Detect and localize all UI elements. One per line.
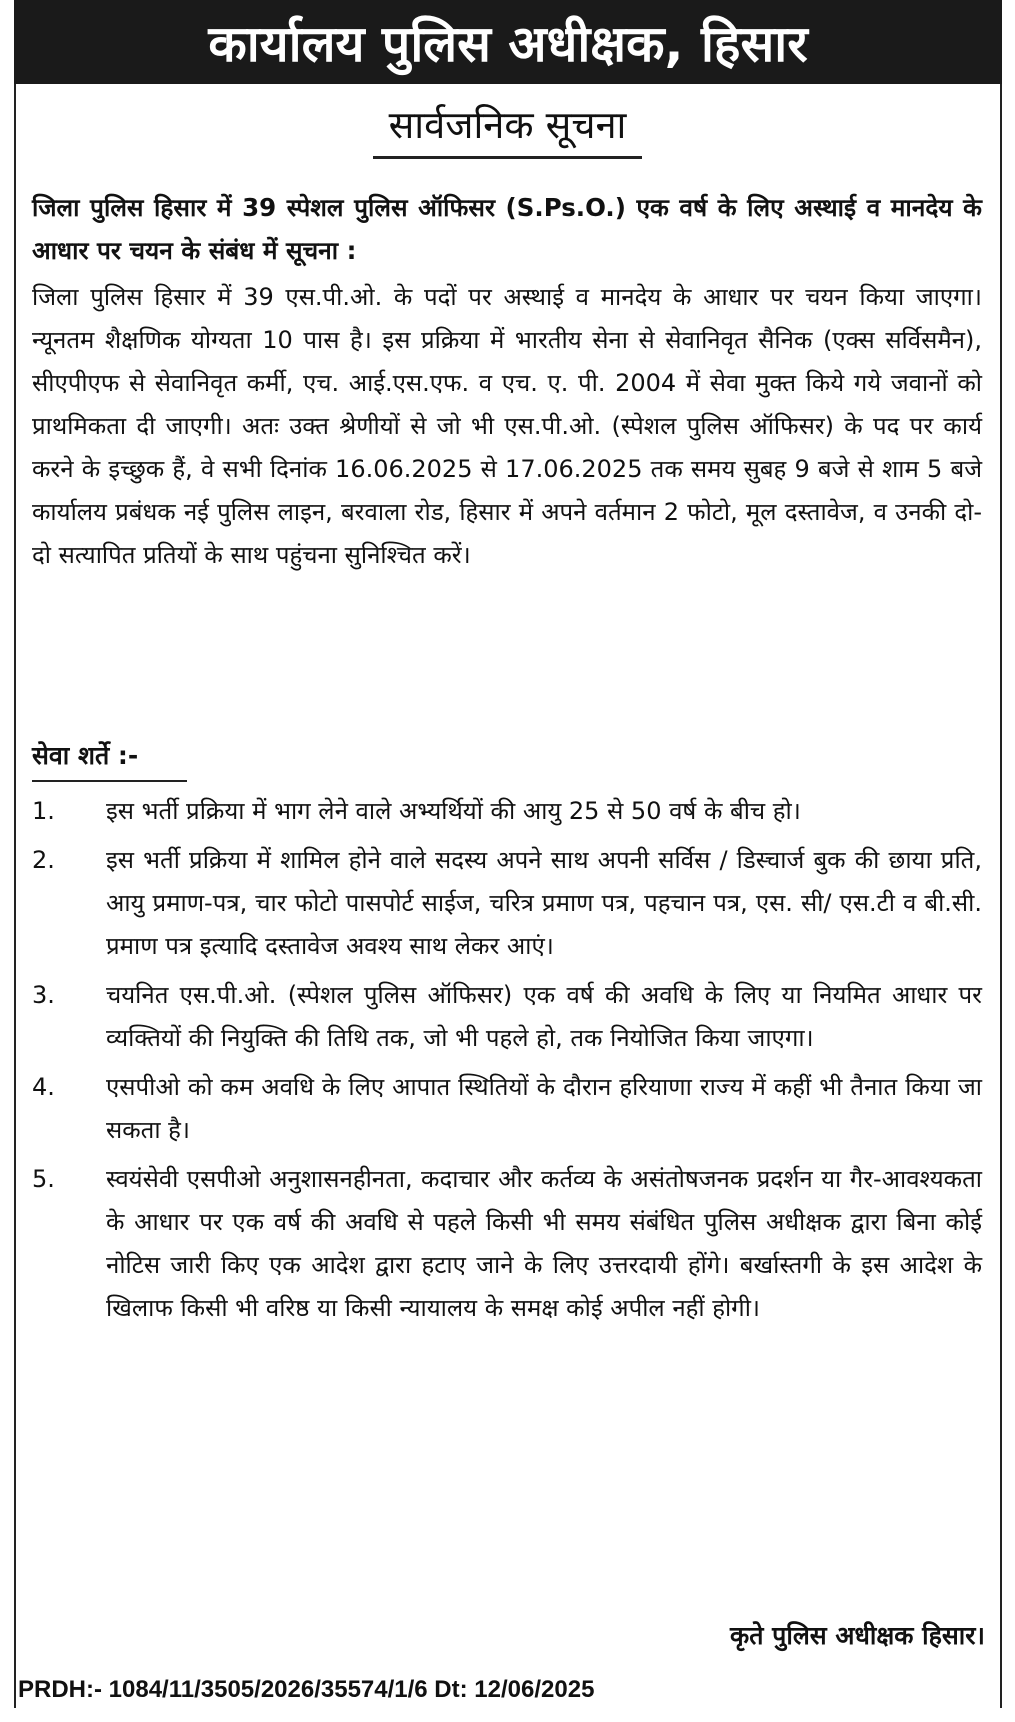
conditions-heading: सेवा शर्ते :- [32, 738, 187, 782]
office-title: कार्यालय पुलिस अधीक्षक, हिसार [208, 15, 808, 73]
condition-item [32, 1158, 982, 1330]
condition-text: इस भर्ती प्रक्रिया में भाग लेने वाले अभ्यर्थियों की आयु 25 से 50 वर्ष के बीच हो। [106, 797, 801, 825]
reference-number: PRDH:- 1084/11/3505/2026/35574/1/6 Dt: 12/06/2025 [18, 1676, 595, 1703]
condition-text: स्वयंसेवी एसपीओ अनुशासनहीनता, कदाचार और कर्तव्य के असंतोषजनक प्रदर्शन या गैर-आवश्यकता के आधार पर एक वर्ष की अवधि से पहले किसी भी समय संबंधित पुलिस अधीक्षक द्वारा बिना कोई नोटिस जारी किए एक आदेश द्वारा हटाए जाने के लिए उत्तरदायी होंगे। बर्खास्तगी के इस आदेश के खिलाफ किसी भी वरिष्ठ या किसी न्यायालय के समक्ष कोई अपील नहीं होगी। [106, 1165, 982, 1322]
notice-body: जिला पुलिस हिसार में 39 एस.पी.ओ. के पदों पर अस्थाई व मानदेय के आधार पर चयन किया जाएगा। न्यूनतम शैक्षणिक योग्यता 10 पास है। इस प्रक्रिया में भारतीय सेना से सेवानिवृत सैनिक (एक्स सर्विसमैन), सीएपीएफ से सेवानिवृत कर्मी, एच. आई.एस.एफ. व एच. ए. पी. 2004 में सेवा मुक्त किये गये जवानों को प्राथमिकता दी जाएगी। अतः उक्त श्रेणीयों से जो भी एस.पी.ओ. (स्पेशल पुलिस ऑफिसर) के पद पर कार्य करने के इच्छुक हैं, वे सभी दिनांक 16.06.2025 से 17.06.2025 तक समय सुबह 9 बजे से शाम 5 बजे कार्यालय प्रबंधक नई पुलिस लाइन, बरवाला रोड, हिसार में अपने वर्तमान 2 फोटो, मूल दस्तावेज, व उनकी दो-दो सत्यापित प्रतियों के साथ पहुंचना सुनिश्चित करें। [32, 283, 982, 569]
condition-text: इस भर्ती प्रक्रिया में शामिल होने वाले सदस्य अपने साथ अपनी सर्विस / डिस्चार्ज बुक की छाया प्रति, आयु प्रमाण-पत्र, चार फोटो पासपोर्ट साईज, चरित्र प्रमाण पत्र, पहचान पत्र, एस. सी/ एस.टी व बी.सी. प्रमाण पत्र इत्यादि दस्तावेज अवश्य साथ लेकर आएं। [106, 846, 982, 960]
signature-line: कृते पुलिस अधीक्षक हिसार। [730, 1621, 985, 1650]
conditions-list [32, 790, 982, 1336]
subtitle-container [0, 98, 1015, 159]
notice-lead: जिला पुलिस हिसार में 39 स्पेशल पुलिस ऑफिसर (S.Ps.O.) एक वर्ष के लिए अस्थाई व मानदेय के आधार पर चयन के संबंध में सूचना : [32, 193, 982, 265]
condition-number: 3. [32, 981, 55, 1009]
condition-item [32, 1066, 982, 1152]
condition-number: 2. [32, 846, 55, 874]
condition-item [32, 839, 982, 968]
condition-item [32, 974, 982, 1060]
condition-number: 1. [32, 797, 55, 825]
condition-text: चयनित एस.पी.ओ. (स्पेशल पुलिस ऑफिसर) एक वर्ष की अवधि के लिए या नियमित आधार पर व्यक्तियों की नियुक्ति की तिथि तक, जो भी पहले हो, तक नियोजित किया जाएगा। [106, 981, 982, 1052]
condition-number: 4. [32, 1073, 55, 1101]
condition-text: एसपीओ को कम अवधि के लिए आपात स्थितियों के दौरान हरियाणा राज्य में कहीं भी तैनात किया जा सकता है। [106, 1073, 982, 1144]
condition-number: 5. [32, 1165, 55, 1193]
notice-subtitle: सार्वजनिक सूचना [373, 98, 643, 159]
condition-item [32, 790, 982, 833]
office-header [14, 0, 1002, 84]
